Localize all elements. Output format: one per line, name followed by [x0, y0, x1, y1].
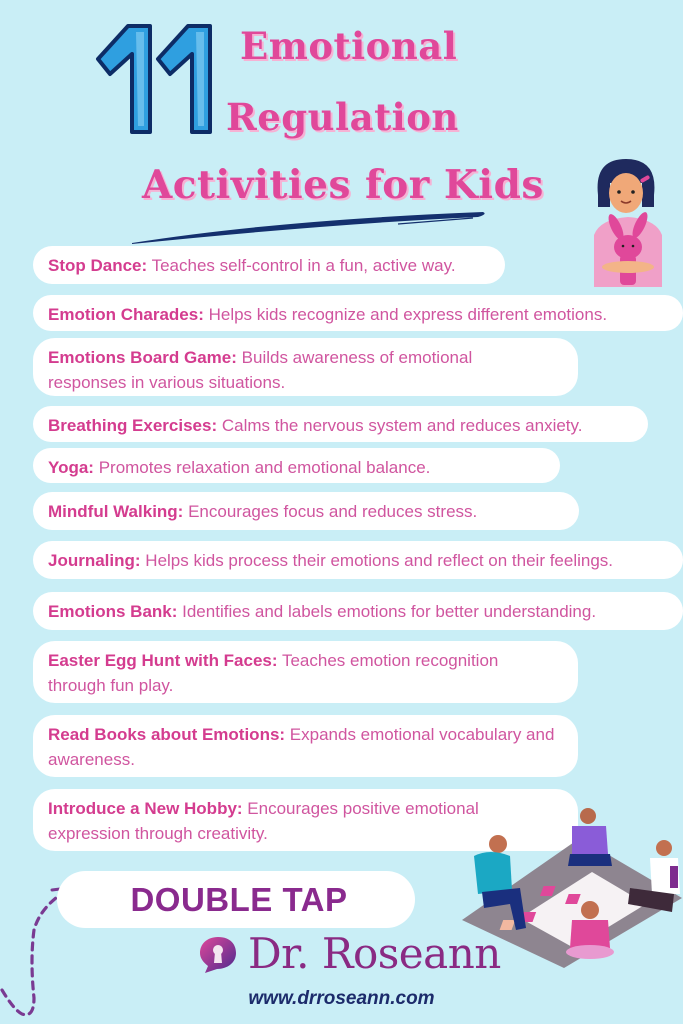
activity-name: Journaling:	[48, 551, 141, 570]
activity-description: Helps kids process their emotions and reflect on their feelings.	[140, 551, 614, 570]
activity-item-emotion-charades	[33, 295, 683, 331]
activity-item-emotions-board-game	[33, 338, 578, 396]
activity-item-mindful-walking	[33, 492, 579, 530]
activity-name: Introduce a New Hobby:	[48, 799, 243, 818]
activity-item-read-books	[33, 715, 578, 777]
activity-description: Builds awareness of emotional responses in various situations.	[48, 348, 473, 392]
activity-name: Breathing Exercises:	[48, 416, 218, 435]
activity-description: Teaches self-control in a fun, active way.	[147, 256, 456, 275]
activity-item-journaling	[33, 541, 683, 579]
activity-name: Stop Dance:	[48, 256, 148, 275]
girl-with-bunny-illustration	[580, 155, 676, 287]
activity-name: Emotions Bank:	[48, 602, 178, 621]
website-link[interactable]: www.drroseann.com	[248, 988, 435, 1009]
activity-name: Read Books about Emotions:	[48, 725, 286, 744]
brand-name: Dr. Roseann	[248, 929, 501, 978]
activity-description: Promotes relaxation and emotional balance.	[93, 458, 431, 477]
activity-name: Emotions Board Game:	[48, 348, 237, 367]
activity-item-yoga	[33, 448, 560, 483]
title-line-1: Emotional	[240, 24, 458, 68]
activity-description: Identifies and labels emotions for better understanding.	[177, 602, 597, 621]
activity-description: Encourages focus and reduces stress.	[183, 502, 478, 521]
double-tap-label: DOUBLE TAP	[130, 880, 348, 918]
activity-item-stop-dance	[33, 246, 505, 284]
number-eleven-graphic	[88, 14, 218, 144]
double-tap-button[interactable]	[57, 871, 415, 928]
activity-name: Mindful Walking:	[48, 502, 184, 521]
activity-description: Expands emotional vocabulary and awareness.	[48, 725, 555, 769]
activity-name: Emotion Charades:	[48, 305, 204, 324]
activity-description: Teaches emotion recognition through fun play.	[48, 651, 499, 695]
activity-item-emotions-bank	[33, 592, 683, 630]
activity-item-easter-egg-hunt	[33, 641, 578, 703]
title-underline-swoosh	[128, 206, 488, 246]
title-line-3: Activities for Kids	[142, 162, 544, 208]
activity-description: Helps kids recognize and express different emotions.	[203, 305, 608, 324]
activity-name: Yoga:	[48, 458, 94, 477]
activity-description: Encourages positive emotional expression through creativity.	[48, 799, 479, 843]
activity-name: Easter Egg Hunt with Faces:	[48, 651, 278, 670]
title-line-2: Regulation	[226, 95, 459, 139]
keyhole-logo-icon	[199, 935, 237, 975]
activity-description: Calms the nervous system and reduces anxiety.	[217, 416, 583, 435]
activity-item-breathing-exercises	[33, 406, 648, 442]
